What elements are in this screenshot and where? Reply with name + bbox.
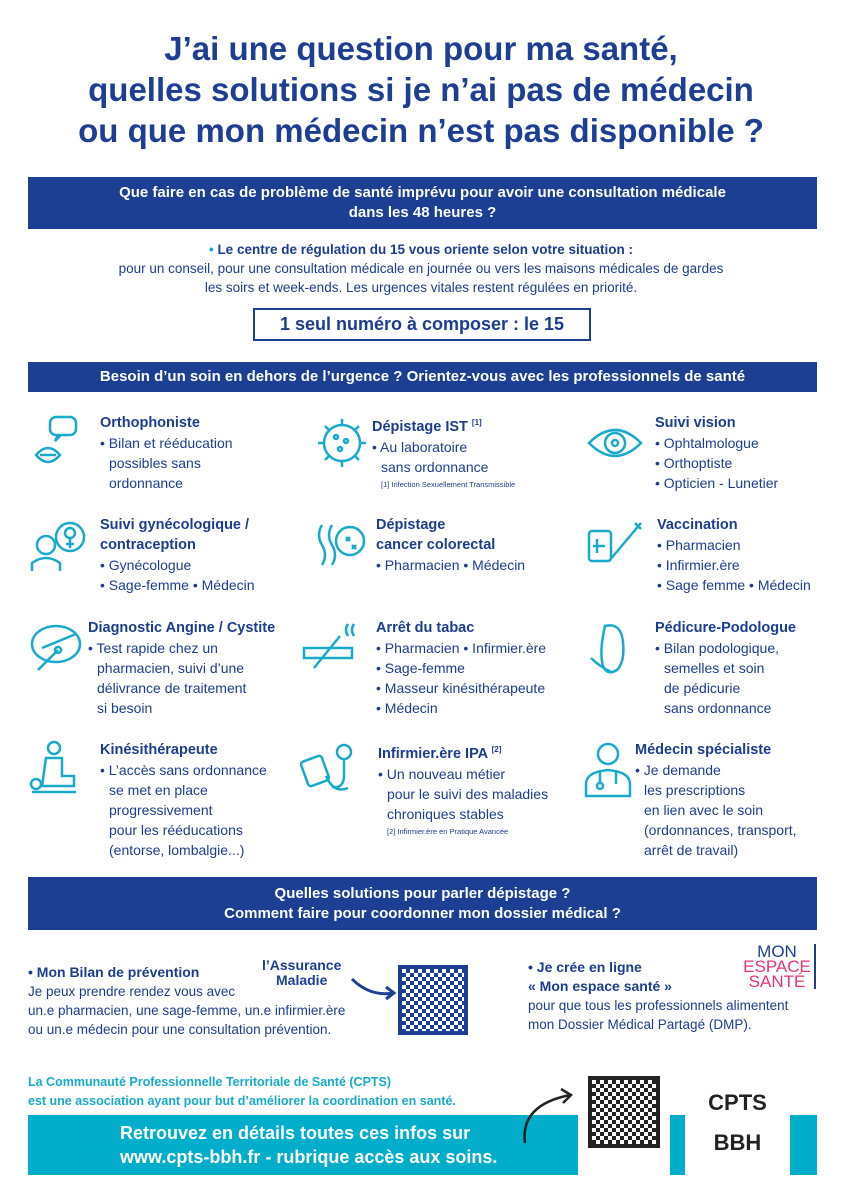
intro-line: pour un conseil, pour une consultation médicale en journée ou vers les maisons médicales de gardes [118, 261, 724, 276]
bilan-line: ou un.e médecin pour une consultation prévention. [28, 1022, 332, 1037]
bilan-title: • Mon Bilan de prévention [28, 964, 200, 980]
espace-title: « Mon espace santé » [528, 978, 672, 994]
care-item-line: sans ordonnance [381, 458, 489, 475]
care-item-title: Pédicure-Podologue [655, 620, 796, 636]
care-item-line: se met en place [109, 782, 208, 798]
intro-line: les soirs et week-ends. Les urgences vitales restent régulées en priorité. [204, 280, 638, 295]
care-item-line: • Sage-femme • Médecin [100, 577, 255, 593]
care-item-line: les prescriptions [644, 782, 746, 798]
care-item-title: Vaccination [657, 517, 738, 533]
care-item-line: • Gynécologue [100, 557, 192, 573]
intestine-icon [312, 515, 372, 575]
qr-code-bilan[interactable] [398, 965, 468, 1035]
blood-pressure-icon [300, 740, 360, 800]
virus-icon [312, 413, 372, 473]
footnote: [2] Infirmier.ère en Pratique Avancée [387, 826, 509, 836]
bilan-line: un.e pharmacien, une sage-femme, un.e infirmier.ère [28, 1003, 346, 1018]
care-item-line: chroniques stables [387, 805, 504, 822]
banner-line: Quelles solutions pour parler dépistage ? [274, 884, 571, 902]
banner-line: dans les 48 heures ? [348, 204, 497, 221]
banner-line: Que faire en cas de problème de santé imprévu pour avoir une consultation médicale [119, 184, 726, 201]
banner-line: Comment faire pour coordonner mon dossier médical ? [224, 904, 621, 922]
mon-espace-sante-logo: MON ESPACE SANTÉ [740, 944, 816, 989]
espace-title: • Je crée en ligne [528, 959, 642, 975]
care-item-title: Arrêt du tabac [376, 620, 475, 636]
no-smoking-icon [300, 618, 360, 678]
assurance-maladie-logo: l’Assurance Maladie [262, 957, 342, 988]
banner-depistage [28, 877, 817, 930]
cpts-description: La Communauté Professionnelle Territoriale de Santé (CPTS) est une association ayant pour but d’améliorer la coordination en santé. [28, 1075, 456, 1108]
care-item-line: • Opticien - Lunetier [655, 475, 779, 491]
care-item-line: • Pharmacien • Médecin [376, 557, 526, 573]
arrow-icon [515, 1085, 585, 1145]
care-item-line: • Pharmacien [657, 537, 741, 553]
qr-code-cpts[interactable] [578, 1068, 670, 1175]
care-item-title: Diagnostic Angine / Cystite [88, 620, 276, 636]
care-item-line: • Masseur kinésithérapeute [376, 680, 546, 696]
footer-line: Retrouvez en détails toutes ces infos sur [120, 1123, 471, 1143]
care-item-line: • Pharmacien • Infirmier.ère [376, 640, 547, 656]
care-item-line: de pédicurie [664, 680, 741, 696]
care-item-line: • L’accès sans ordonnance [100, 762, 267, 778]
care-item-line: arrêt de travail) [644, 842, 739, 858]
care-item-line: • Bilan podologique, [655, 640, 779, 656]
foot-icon [585, 618, 645, 678]
care-item-line: • Sage femme • Médecin [657, 577, 811, 593]
care-item-line: • Sage-femme [376, 660, 465, 676]
care-item-line: • Orthoptiste [655, 455, 733, 471]
care-item-title: cancer colorectal [376, 537, 496, 553]
care-item-title: Infirmier.ère IPA [2] [378, 745, 502, 762]
care-item-title: Suivi vision [655, 415, 736, 431]
cpts-bbh-logo: CPTS BBH [685, 1075, 790, 1175]
intro-lead: Le centre de régulation du 15 vous oriente selon votre situation : [217, 242, 634, 257]
page-title [0, 28, 842, 151]
banner-soins [28, 362, 817, 392]
care-item-line: progressivement [109, 802, 213, 818]
doctor-icon [578, 740, 638, 800]
care-item-line: (entorse, lombalgie...) [109, 842, 245, 858]
care-item-line: • Un nouveau métier [378, 765, 506, 782]
care-item-title: contraception [100, 537, 196, 553]
care-item-line: pour le suivi des maladies [387, 785, 549, 802]
banner-urgent [28, 177, 817, 229]
espace-line: mon Dossier Médical Partagé (DMP). [528, 1017, 752, 1032]
arrow-icon [350, 975, 398, 1003]
care-item-line: ordonnance [109, 475, 183, 491]
title-line: quelles solutions si je n’ai pas de médecin [88, 71, 754, 108]
care-item-line: pharmacien, suivi d’une [97, 660, 245, 676]
eye-icon [585, 413, 645, 473]
speech-lips-icon [28, 413, 88, 473]
care-item-title: Dépistage [376, 517, 446, 533]
care-item-line: • Médecin [376, 700, 438, 716]
vaccine-icon [585, 515, 645, 575]
number-box: 1 seul numéro à composer : le 15 [253, 308, 591, 341]
care-item-line: semelles et soin [664, 660, 765, 676]
care-item-line: • Au laboratoire [372, 438, 468, 455]
title-line: ou que mon médecin n’est pas disponible ? [78, 112, 764, 149]
test-swab-icon [28, 618, 88, 678]
care-item-line: en lien avec le soin [644, 802, 764, 818]
care-item-title: Dépistage IST [1] [372, 418, 482, 435]
care-item-line: • Test rapide chez un [88, 640, 218, 656]
title-line: J’ai une question pour ma santé, [164, 30, 678, 67]
care-item-line: • Infirmier.ère [657, 557, 740, 573]
woman-venus-icon [28, 515, 88, 575]
bilan-line: Je peux prendre rendez vous avec [28, 984, 236, 999]
care-item-line: • Bilan et rééducation [100, 435, 233, 451]
care-item-line: possibles sans [109, 455, 201, 471]
physio-icon [28, 740, 88, 800]
care-item-title: Orthophoniste [100, 415, 200, 431]
footer-link[interactable]: www.cpts-bbh.fr - rubrique accès aux soins. [120, 1147, 498, 1167]
care-item-title: Médecin spécialiste [635, 742, 772, 758]
care-item-line: • Ophtalmologue [655, 435, 759, 451]
care-item-line: sans ordonnance [664, 700, 772, 716]
care-item-line: délivrance de traitement [97, 680, 247, 696]
intro-text: • Le centre de régulation du 15 vous oriente selon votre situation : pour un conseil, pour une consultation médicale en journée ou vers les maisons médicales de gardes les soirs et week-ends. Les urgences vitales restent régulées en priorité. [0, 240, 842, 297]
care-item-line: si besoin [97, 700, 153, 716]
care-item-title: Suivi gynécologique / [100, 517, 250, 533]
care-item-title: Kinésithérapeute [100, 742, 218, 758]
footnote: [1] Infection Sexuellement Transmissible [381, 479, 516, 489]
care-item-line: pour les rééducations [109, 822, 243, 838]
care-item-line: • Je demande [635, 762, 721, 778]
espace-line: pour que tous les professionnels alimentent [528, 998, 789, 1013]
care-item-line: (ordonnances, transport, [644, 822, 797, 838]
banner-line: Besoin d’un soin en dehors de l’urgence ? Orientez-vous avec les professionnels de santé [99, 368, 746, 385]
